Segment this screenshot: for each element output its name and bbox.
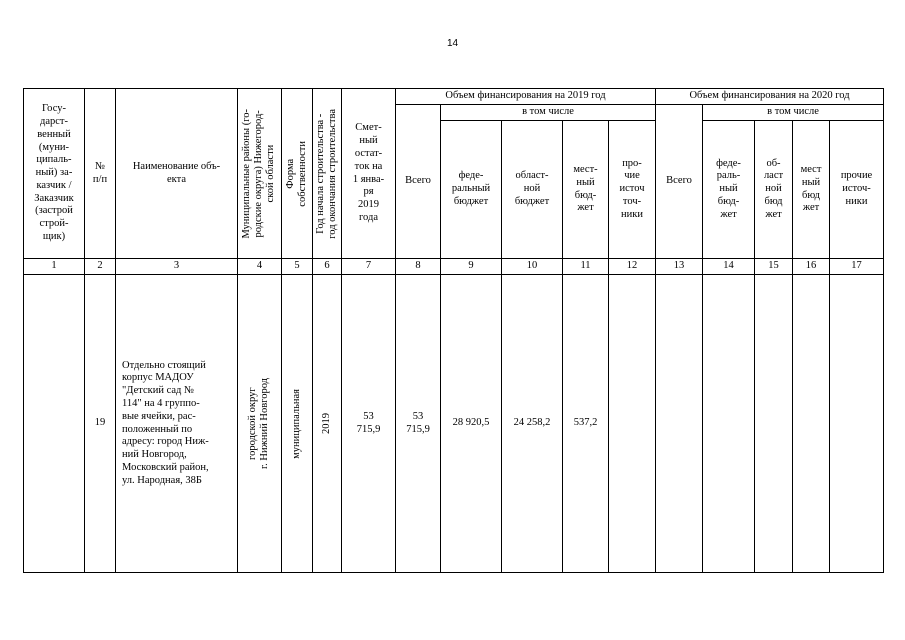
header-total-2019: Всего <box>396 105 441 259</box>
cell-local-2020 <box>793 275 830 573</box>
table-row <box>24 275 884 573</box>
cell-object-name: Отдельно стоящий корпус МАДОУ "Детский сад № 114" на 4 группо- вые ячейки, рас- положенный по адресу: город Ниж- ний Новгород, Московский район, ул. Народная, 38Б <box>116 275 238 573</box>
header-regional-2019: област- ной бюджет <box>502 121 563 259</box>
header-financing-2019: Объем финансирования на 2019 год <box>396 89 656 105</box>
column-number: 8 <box>396 259 441 275</box>
cell-total-2020 <box>656 275 703 573</box>
cell-other-2019 <box>609 275 656 573</box>
column-number: 6 <box>313 259 342 275</box>
header-including-2019: в том числе <box>441 105 656 121</box>
header-financing-2020: Объем финансирования на 2020 год <box>656 89 884 105</box>
cell-local-2019: 537,2 <box>563 275 609 573</box>
column-number: 1 <box>24 259 85 275</box>
header-estimate-balance: Смет- ный остат- ток на 1 янва- ря 2019 года <box>342 89 396 259</box>
column-number: 9 <box>441 259 502 275</box>
header-including-2020: в том числе <box>703 105 884 121</box>
cell-federal-2019: 28 920,5 <box>441 275 502 573</box>
column-number: 10 <box>502 259 563 275</box>
column-number: 13 <box>656 259 703 275</box>
column-number: 11 <box>563 259 609 275</box>
header-federal-2019: феде- ральный бюджет <box>441 121 502 259</box>
column-number: 5 <box>282 259 313 275</box>
column-number: 4 <box>238 259 282 275</box>
header-ownership: Форма собственности <box>282 89 313 259</box>
header-other-2019: про- чие источ точ- ники <box>609 121 656 259</box>
cell-federal-2020 <box>703 275 755 573</box>
header-federal-2020: феде- раль- ный бюд- жет <box>703 121 755 259</box>
header-other-2020: прочие источ- ники <box>830 121 884 259</box>
column-number-row <box>24 259 884 275</box>
header-regional-2020: об- ласт ной бюд жет <box>755 121 793 259</box>
header-total-2020: Всего <box>656 105 703 259</box>
cell-number: 19 <box>85 275 116 573</box>
cell-district: городской округ г. Нижний Новгород <box>238 275 282 573</box>
header-object-name: Наименование объ- екта <box>116 89 238 259</box>
column-number: 3 <box>116 259 238 275</box>
column-number: 7 <box>342 259 396 275</box>
header-local-2019: мест- ный бюд- жет <box>563 121 609 259</box>
header-customer: Госу- дарст- венный (муни- ципаль- ный) за- казчик / Заказчик (застрой строй- щик) <box>24 89 85 259</box>
header-number: № п/п <box>85 89 116 259</box>
cell-customer <box>24 275 85 573</box>
column-number: 15 <box>755 259 793 275</box>
financing-table <box>23 88 884 573</box>
cell-estimate-balance: 53 715,9 <box>342 275 396 573</box>
column-number: 16 <box>793 259 830 275</box>
column-number: 2 <box>85 259 116 275</box>
cell-years: 2019 <box>313 275 342 573</box>
page-number: 14 <box>446 38 459 49</box>
cell-regional-2019: 24 258,2 <box>502 275 563 573</box>
cell-other-2020 <box>830 275 884 573</box>
cell-ownership: муниципальная <box>282 275 313 573</box>
column-number: 17 <box>830 259 884 275</box>
header-years: Год начала строительства - год окончания строительства <box>313 89 342 259</box>
cell-regional-2020 <box>755 275 793 573</box>
header-district: Муниципальные районы (го- родские округа) Нижегород- ской области <box>238 89 282 259</box>
cell-total-2019: 53 715,9 <box>396 275 441 573</box>
column-number: 14 <box>703 259 755 275</box>
column-number: 12 <box>609 259 656 275</box>
header-local-2020: мест ный бюд жет <box>793 121 830 259</box>
